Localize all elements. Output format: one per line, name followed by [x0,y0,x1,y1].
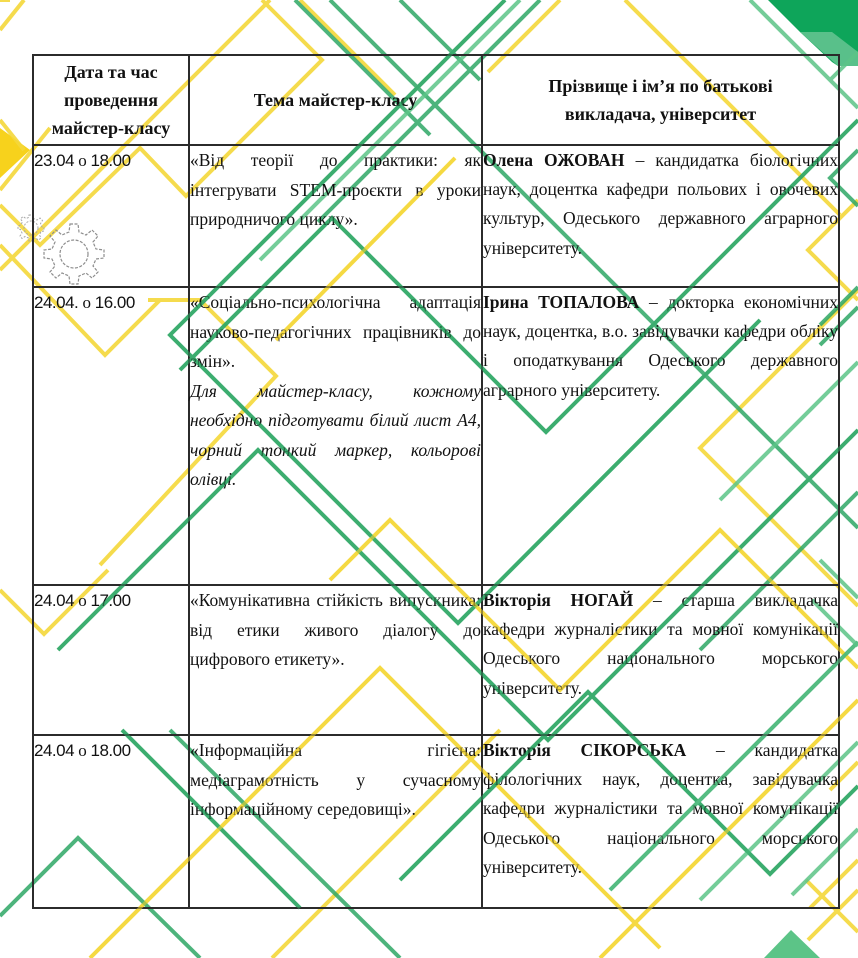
topic-cell [189,145,482,287]
date: 24.04. [34,293,79,312]
time-separator: о [82,293,91,312]
header-lecturer-label: Прізвище і ім’я по батькові викладача, університет [548,76,773,124]
time: 18.00 [90,741,131,760]
header-topic [189,55,482,145]
topic-note: Для майстер-класу, кожному необхідно підготувати білий лист А4, чорний тонкий маркер, кольорові олівці. [190,380,481,489]
time: 18.00 [90,151,131,170]
header-date-time [33,55,189,145]
date-cell [33,287,189,585]
topic-text: «Інформаційна гігієна: медіаграмотність у сучасному інформаційному середовищі». [190,740,481,819]
time: 16.00 [94,293,135,312]
table-row [33,145,839,287]
table-row [33,735,839,908]
master-class-schedule-table [32,54,840,909]
time-separator: о [78,741,87,760]
lecturer-name: Вікторія НОГАЙ [483,590,634,610]
date-cell [33,585,189,735]
date-cell [33,145,189,287]
table-row [33,585,839,735]
date: 24.04 [34,591,75,610]
lecturer-name: Вікторія СІКОРСЬКА [483,740,687,760]
time-separator: о [78,151,87,170]
topic-cell [189,735,482,908]
lecturer-cell [482,145,839,287]
lecturer-details: – докторка економічних наук, доцентка, в.о. завідувачки кафедри обліку і оподаткування Одеського державного аграрного університету. [483,292,839,400]
date: 23.04 [34,151,75,170]
table-header-row [33,55,839,145]
lecturer-cell [482,735,839,908]
lecturer-details: – кандидатка біологічних наук, доцентка кафедри польових і овочевих культур, Одеського державного аграрного університету. [483,150,838,258]
header-lecturer [482,55,839,145]
time-separator: о [78,591,87,610]
lecturer-details: – старша викладачка кафедри журналістики та мовної комунікації Одеського національного морського університету. [483,590,839,698]
date: 24.04 [34,741,75,760]
lecturer-cell [482,287,839,585]
lecturer-cell [482,585,839,735]
lecturer-name: Олена ОЖОВАН [483,150,625,170]
lecturer-name: Ірина ТОПАЛОВА [483,292,640,312]
topic-cell [189,287,482,585]
topic-text: «Соціально-психологічна адаптація науково-педагогічних працівників до змін». [190,292,481,371]
lecturer-details: – кандидатка філологічних наук, доцентка, завідувачка кафедри журналістики та мовної комунікації Одеського національного морського університету. [483,740,838,877]
topic-text: «Комунікативна стійкість випускника: від етики живого діалогу до цифрового етикету». [190,590,481,669]
topic-text: «Від теорії до практики: як інтегрувати STEM-проєкти в уроки природничого циклу». [190,150,481,229]
date-cell [33,735,189,908]
table-row [33,287,839,585]
header-date-time-label: Дата та час проведення майстер-класу [51,62,171,138]
header-topic-label: Тема майстер-класу [253,90,418,110]
time: 17.00 [90,591,131,610]
topic-cell [189,585,482,735]
